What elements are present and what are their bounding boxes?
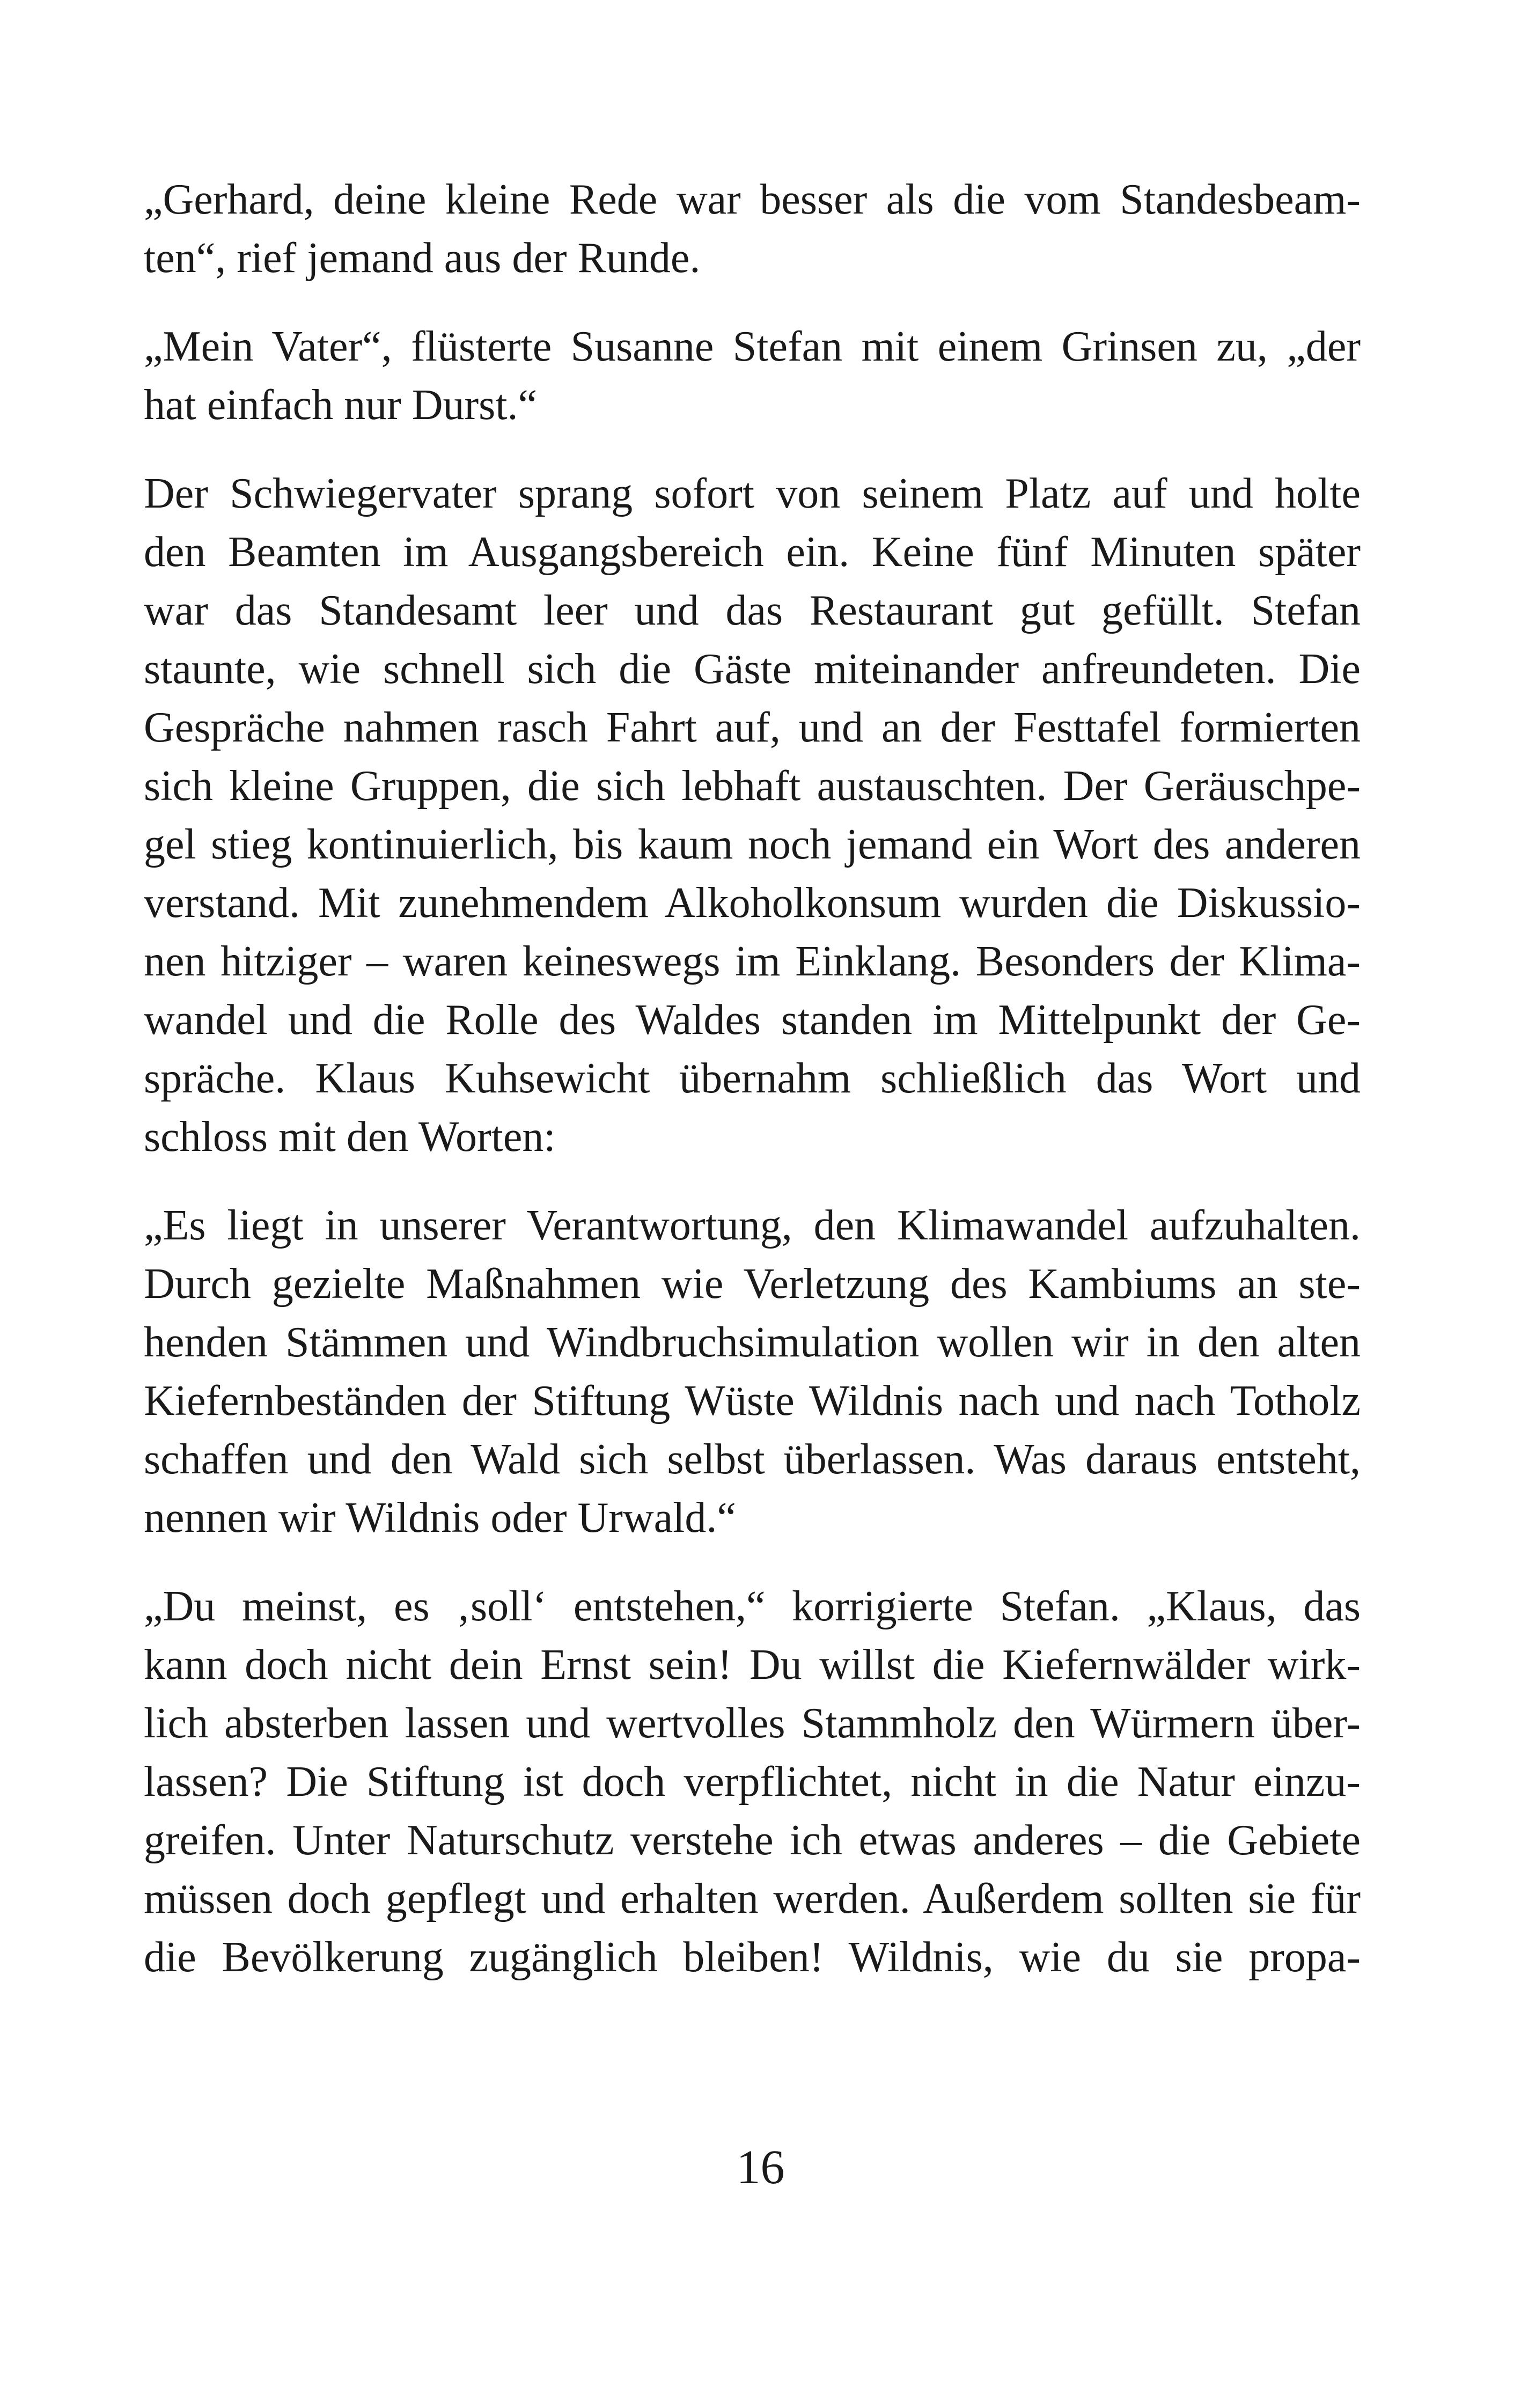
text-line: „Du meinst, es ‚soll‘ entstehen,“ korrigierte Stefan. „Klaus, das	[144, 1583, 1361, 1630]
text-line: war das Standesamt leer und das Restaurant gut gefüllt. Stefan	[144, 587, 1361, 634]
text-line: sich kleine Gruppen, die sich lebhaft austauschten. Der Geräuschpe-	[144, 762, 1361, 810]
paragraph	[144, 171, 1361, 288]
text-line: die Bevölkerung zugänglich bleiben! Wildnis, wie du sie propa-	[144, 1934, 1361, 1981]
text-line: nen hitziger – waren keineswegs im Einklang. Besonders der Klima-	[144, 938, 1361, 985]
text-line: lassen? Die Stiftung ist doch verpflichtet, nicht in die Natur einzu-	[144, 1758, 1361, 1805]
text-line: henden Stämmen und Windbruchsimulation wollen wir in den alten	[144, 1319, 1361, 1366]
text-line: kann doch nicht dein Ernst sein! Du willst die Kiefernwälder wirk-	[144, 1641, 1361, 1688]
paragraph	[144, 318, 1361, 435]
text-line: Kiefernbeständen der Stiftung Wüste Wildnis nach und nach Totholz	[144, 1377, 1361, 1425]
paragraph	[144, 465, 1361, 1166]
text-line: „Mein Vater“, flüsterte Susanne Stefan mit einem Grinsen zu, „der	[144, 323, 1361, 370]
text-line: staunte, wie schnell sich die Gäste miteinander anfreundeten. Die	[144, 645, 1361, 693]
text-line: hat einfach nur Durst.“	[144, 381, 538, 429]
page-number: 16	[736, 2141, 785, 2194]
paragraph	[144, 1196, 1361, 1547]
text-line: den Beamten im Ausgangsbereich ein. Keine fünf Minuten später	[144, 528, 1361, 576]
text-line: „Es liegt in unserer Verantwortung, den Klimawandel aufzuhalten.	[144, 1202, 1361, 1249]
text-line: spräche. Klaus Kuhsewicht übernahm schließlich das Wort und	[144, 1055, 1361, 1102]
text-line: wandel und die Rolle des Waldes standen im Mittelpunkt der Ge-	[144, 996, 1361, 1044]
text-line: Der Schwiegervater sprang sofort von seinem Platz auf und holte	[144, 470, 1361, 517]
text-line: schaffen und den Wald sich selbst überlassen. Was daraus entsteht,	[144, 1436, 1361, 1483]
text-line: gel stieg kontinuierlich, bis kaum noch jemand ein Wort des anderen	[144, 821, 1361, 868]
text-line: nennen wir Wildnis oder Urwald.“	[144, 1494, 736, 1541]
text-line: verstand. Mit zunehmendem Alkoholkonsum wurden die Diskussio-	[144, 879, 1361, 927]
text-line: greifen. Unter Naturschutz verstehe ich etwas anderes – die Gebiete	[144, 1817, 1361, 1864]
text-line: schloss mit den Worten:	[144, 1113, 556, 1161]
text-line: müssen doch gepflegt und erhalten werden. Außerdem sollten sie für	[144, 1875, 1361, 1922]
paragraph	[144, 1577, 1361, 1987]
text-line: ten“, rief jemand aus der Runde.	[144, 234, 701, 282]
text-line: Durch gezielte Maßnahmen wie Verletzung des Kambiums an ste-	[144, 1260, 1361, 1308]
text-line: Gespräche nahmen rasch Fahrt auf, und an der Festtafel formierten	[144, 704, 1361, 751]
text-line: „Gerhard, deine kleine Rede war besser als die vom Standesbeam-	[144, 176, 1361, 223]
body-text	[144, 171, 1361, 2017]
text-line: lich absterben lassen und wertvolles Stammholz den Würmern über-	[144, 1700, 1361, 1747]
